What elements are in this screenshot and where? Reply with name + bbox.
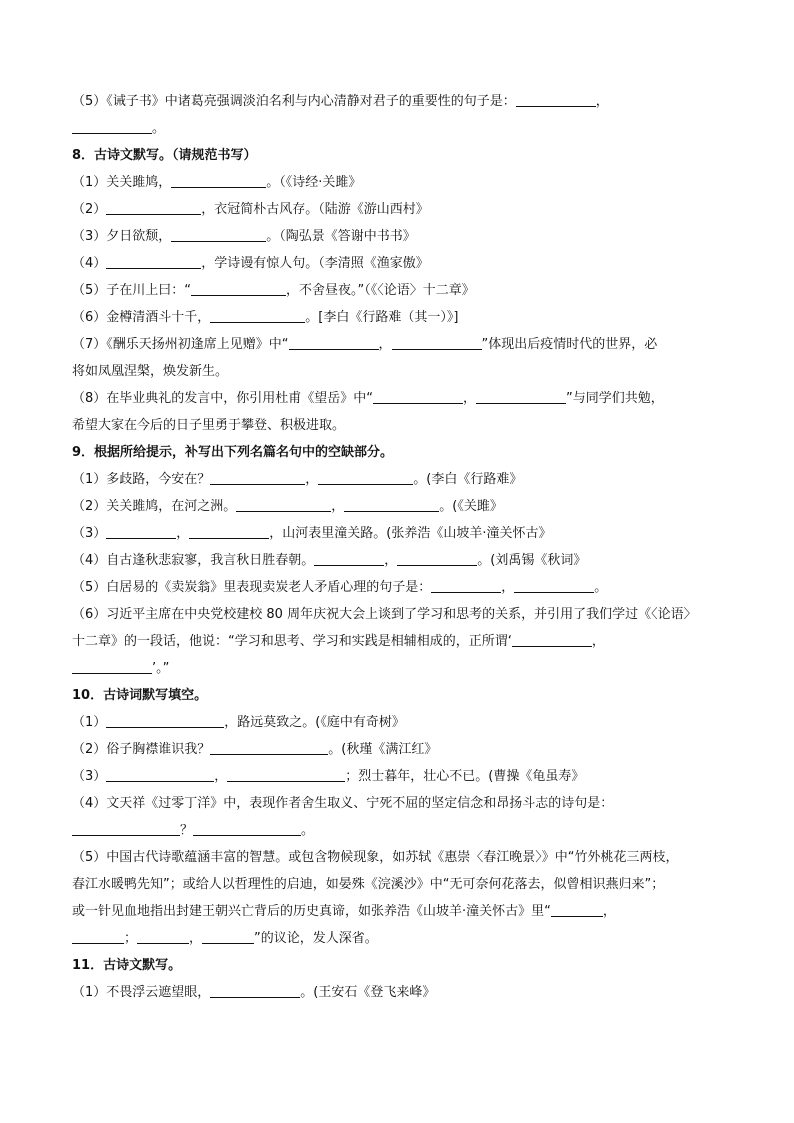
answer-blank[interactable] — [397, 551, 477, 566]
q9-item-6-cont-2: ’。” — [72, 655, 732, 682]
q7-5-line: （5）《诫子书》中诸葛亮强调淡泊名利与内心清静对君子的重要性的句子是： ， — [72, 94, 609, 109]
answer-blank[interactable] — [516, 92, 596, 107]
answer-blank[interactable] — [210, 740, 328, 755]
answer-blank[interactable] — [106, 524, 176, 539]
q11-item-1: （1）不畏浮云遮望眼， 。(王安石《登飞来峰》 — [72, 985, 436, 1000]
q9-item-6: （6）习近平主席在中央党校建校 80 周年庆祝大会上谈到了学习和思考的关系，并引用了我们学过《〈论语〉 — [72, 607, 697, 622]
answer-blank[interactable] — [72, 821, 180, 836]
q8-item-3: （3）夕日欲颓， 。（陶弘景《答谢中书书》 — [72, 229, 416, 244]
question-9-title: 9．根据所给提示，补写出下列名篇名句中的空缺部分。 — [72, 445, 394, 460]
question-11-title: 11．古诗文默写。 — [72, 958, 182, 973]
q9-item-2: （2）关关雎鸠，在河之洲。 ， 。(《关雎》 — [72, 499, 503, 514]
answer-blank[interactable] — [171, 173, 266, 188]
q10-item-5-cont-2: 或一针见血地指出封建王朝兴亡背后的历史真谛，如张养浩《山坡羊·潼关怀古》里“ ， — [72, 904, 616, 919]
q9-item-4: （4）自古逢秋悲寂寥，我言秋日胜春朝。 ， 。(刘禹锡《秋词》 — [72, 553, 587, 568]
question-8-title: 8．古诗文默写。（请规范书写） — [72, 148, 257, 163]
answer-blank[interactable] — [314, 551, 384, 566]
answer-blank[interactable] — [373, 389, 463, 404]
answer-blank[interactable] — [106, 200, 201, 215]
answer-blank[interactable] — [191, 281, 286, 296]
answer-blank[interactable] — [72, 119, 152, 134]
answer-blank[interactable] — [512, 632, 592, 647]
q10-item-5: （5）中国古代诗歌蕴涵丰富的智慧。或包含物候现象，如苏轼《惠崇〈春江晚景〉》中“竹外桃花三两枝， — [72, 850, 679, 865]
q10-item-5-cont-3: ； ， ”的议论，发人深省。 — [72, 925, 732, 952]
q8-item-4: （4） ，学诗谩有惊人句。（李清照《渔家傲》 — [72, 256, 429, 271]
answer-blank[interactable] — [193, 821, 301, 836]
answer-blank[interactable] — [137, 929, 189, 944]
answer-blank[interactable] — [344, 497, 439, 512]
q8-item-8-cont: 希望大家在今后的日子里勇于攀登、积极进取。 — [72, 418, 346, 433]
q10-item-1: （1） ，路远莫致之。(《庭中有奇树》 — [72, 715, 405, 730]
answer-blank[interactable] — [106, 254, 201, 269]
answer-blank[interactable] — [106, 767, 214, 782]
answer-blank[interactable] — [392, 335, 482, 350]
answer-blank[interactable] — [236, 497, 331, 512]
q7-5-line-2: 。 — [72, 115, 732, 142]
q10-item-5-cont: 春江水暖鸭先知”；或给人以哲理性的启迪，如晏殊《浣溪沙》中“无可奈何花落去，似曾相识燕归来”； — [72, 877, 665, 892]
q8-item-2: （2） ，衣冠简朴古风存。（陆游《游山西村》 — [72, 202, 429, 217]
answer-blank[interactable] — [106, 713, 224, 728]
q8-item-5: （5）子在川上曰：“ ，不舍昼夜。”（《〈论语〉十二章》 — [72, 283, 475, 298]
q8-item-8: （8）在毕业典礼的发言中，你引用杜甫《望岳》中“ ， ”与同学们共勉， — [72, 391, 664, 406]
answer-blank[interactable] — [227, 767, 345, 782]
answer-blank[interactable] — [72, 659, 152, 674]
q10-item-2: （2）俗子胸襟谁识我？ 。(秋瑾《满江红》 — [72, 742, 438, 757]
q10-item-3: （3） ， ；烈士暮年，壮心不已。(曹操《龟虽寿》 — [72, 769, 585, 784]
answer-blank[interactable] — [189, 524, 269, 539]
answer-blank[interactable] — [431, 578, 501, 593]
document-page — [72, 88, 732, 1006]
q9-item-5: （5）白居易的《卖炭翁》里表现卖炭老人矛盾心理的句子是： ， 。 — [72, 580, 608, 595]
answer-blank[interactable] — [210, 983, 300, 998]
question-10-title: 10．古诗词默写填空。 — [72, 688, 208, 703]
answer-blank[interactable] — [289, 335, 379, 350]
q9-item-3: （3） ， ，山河表里潼关路。(张养浩《山坡羊·潼关怀古》 — [72, 526, 552, 541]
q8-item-7: （7）《酬乐天扬州初逢席上见赠》中“ ， ”体现出后疫情时代的世界，必 — [72, 337, 658, 352]
q9-item-1: （1）多歧路，今安在？ ， 。(李白《行路难》 — [72, 472, 523, 487]
q8-item-1: （1）关关雎鸠， 。（《诗经·关雎》 — [72, 175, 362, 190]
answer-blank[interactable] — [514, 578, 594, 593]
q8-item-6: （6）金樽清酒斗十千， 。[李白《行路难（其一）》] — [72, 310, 459, 325]
answer-blank[interactable] — [72, 929, 124, 944]
answer-blank[interactable] — [171, 227, 266, 242]
answer-blank[interactable] — [551, 902, 603, 917]
answer-blank[interactable] — [210, 470, 305, 485]
answer-blank[interactable] — [210, 308, 305, 323]
answer-blank[interactable] — [318, 470, 413, 485]
q9-item-6-cont: 十二章》的一段话，他说：“学习和思考、学习和实践是相辅相成的，正所谓‘ ， — [72, 634, 605, 649]
q10-item-4-cont: ？ 。 — [72, 817, 732, 844]
answer-blank[interactable] — [202, 929, 254, 944]
q8-item-7-cont: 将如凤凰涅槃，焕发新生。 — [72, 364, 229, 379]
answer-blank[interactable] — [476, 389, 566, 404]
q10-item-4: （4）文天祥《过零丁洋》中，表现作者舍生取义、宁死不屈的坚定信念和昂扬斗志的诗句是： — [72, 796, 614, 811]
